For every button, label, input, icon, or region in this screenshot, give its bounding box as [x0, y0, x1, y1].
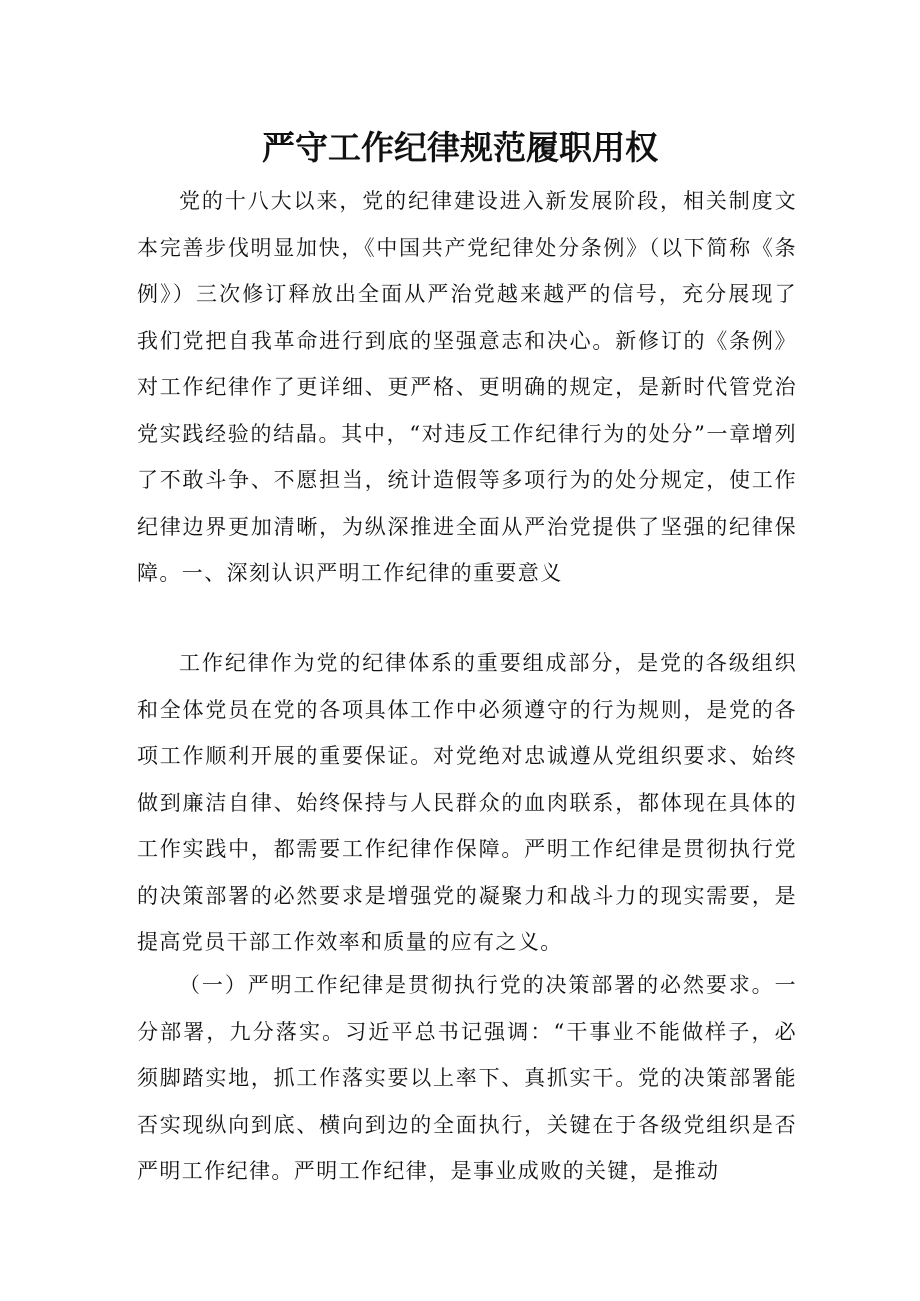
- paragraph-3: （一）严明工作纪律是贯彻执行党的决策部署的必然要求。一分部署，九分落实。习近平总书记强调：“干事业不能做样子，必须脚踏实地，抓工作落实要以上率下、真抓实干。党的决策部署能否实现纵向到底、横向到边的全面执行，关键在于各级党组织是否严明工作纪律。严明工作纪律，是事业成败的关键，是推动: [137, 973, 797, 1183]
- paragraph-2: 工作纪律作为党的纪律体系的重要组成部分，是党的各级组织和全体党员在党的各项具体工作中必须遵守的行为规则，是党的各项工作顺利开展的重要保证。对党绝对忠诚遵从党组织要求、始终做到廉洁自律、始终保持与人民群众的血肉联系，都体现在具体的工作实践中，都需要工作纪律作保障。严明工作纪律是贯彻执行党的决策部署的必然要求是增强党的凝聚力和战斗力的现实需要，是提高党员干部工作效率和质量的应有之义。: [137, 651, 797, 954]
- paragraph-1: 党的十八大以来，党的纪律建设进入新发展阶段，相关制度文本完善步伐明显加快，《中国共产党纪律处分条例》（以下简称《条例》）三次修订释放出全面从严治党越来越严的信号，充分展现了我们党把自我革命进行到底的坚强意志和决心。新修订的《条例》对工作纪律作了更详细、更严格、更明确的规定，是新时代管党治党实践经验的结晶。其中，“对违反工作纪律行为的处分”一章增列了不敢斗争、不愿担当，统计造假等多项行为的处分规定，使工作纪律边界更加清晰，为纵深推进全面从严治党提供了坚强的纪律保障。一、深刻认识严明工作纪律的重要意义: [137, 189, 797, 585]
- page-title: 严守工作纪律规范履职用权: [262, 128, 658, 167]
